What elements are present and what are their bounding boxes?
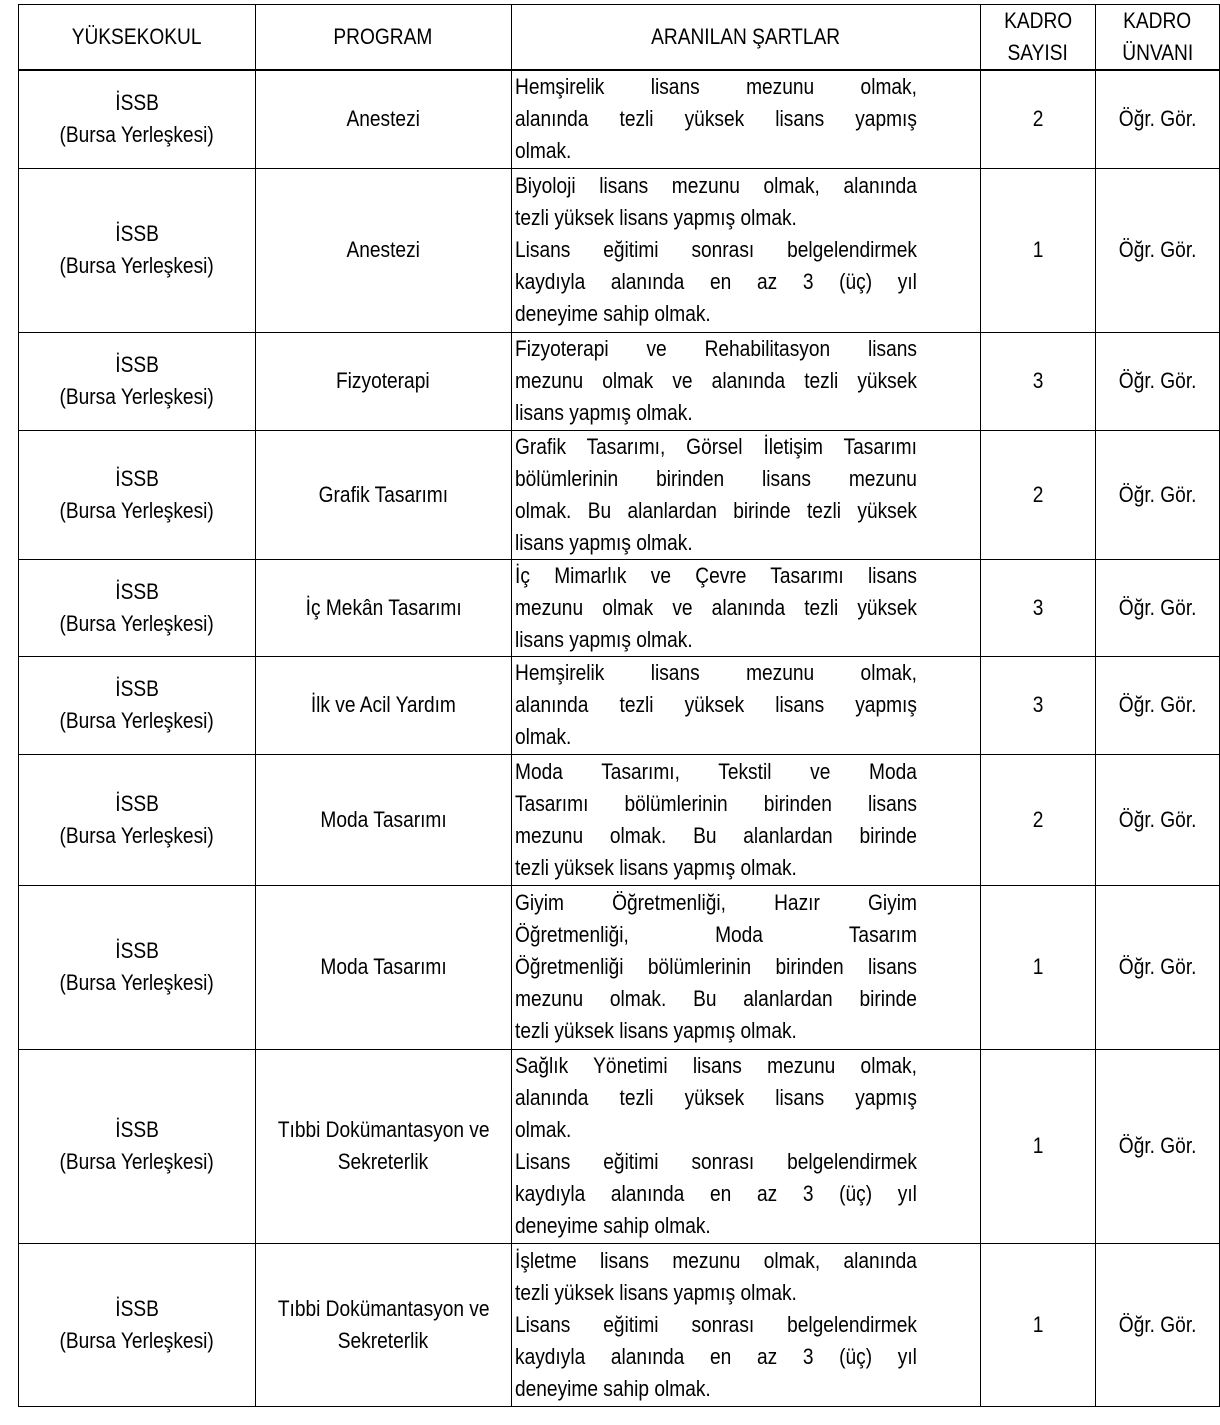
title-cell [1096, 168, 1220, 332]
position-title: Öğr. Gör. [1118, 481, 1197, 507]
requirements-cell [511, 1049, 980, 1243]
program-line: Moda Tasarımı [320, 806, 447, 832]
count-cell [980, 885, 1095, 1049]
requirements-cell [511, 559, 980, 656]
requirement-line: olmak. [514, 138, 572, 164]
table-row [19, 332, 1220, 430]
requirement-line: deneyime sahip olmak. [514, 1213, 711, 1238]
header-requirements [511, 5, 980, 71]
requirement-line: alanında tezli yüksek lisans yapmış [514, 106, 917, 132]
requirements-text [515, 1050, 917, 1242]
school-line: İSSB [114, 1117, 159, 1142]
school-line: (Bursa Yerleşkesi) [59, 1149, 214, 1174]
program-line: Sekreterlik [337, 1149, 429, 1174]
count-cell [980, 70, 1095, 168]
requirement-line: Lisans eğitimi sonrası belgelendirmek [514, 1311, 917, 1337]
requirements-text [515, 71, 917, 167]
school-line: İSSB [114, 1295, 159, 1321]
program-line: Tıbbi Dokümantasyon ve [277, 1295, 490, 1321]
requirement-line: mezunu olmak ve alanında tezli yüksek [514, 594, 917, 620]
position-title: Öğr. Gör. [1118, 954, 1197, 979]
requirement-line: Grafik Tasarımı, Görsel İletişim Tasarımı [514, 433, 917, 459]
school-line: (Bursa Yerleşkesi) [59, 822, 214, 848]
requirement-line: lisans yapmış olmak. [514, 400, 693, 425]
position-title: Öğr. Gör. [1118, 692, 1197, 717]
requirement-line: Biyoloji lisans mezunu olmak, alanında [514, 173, 917, 198]
table-row [19, 559, 1220, 656]
count-cell [980, 430, 1095, 559]
requirement-line: Sağlık Yönetimi lisans mezunu olmak, [514, 1053, 917, 1078]
requirements-text [515, 431, 917, 559]
school-line: İSSB [114, 676, 159, 701]
title-cell [1096, 332, 1220, 430]
title-cell [1096, 430, 1220, 559]
position-count: 1 [1032, 1311, 1044, 1337]
position-count: 2 [1032, 481, 1044, 507]
title-cell [1096, 885, 1220, 1049]
requirement-line: Hemşirelik lisans mezunu olmak, [514, 74, 917, 100]
requirement-line: İç Mimarlık ve Çevre Tasarımı lisans [514, 562, 917, 588]
program-cell [255, 332, 511, 430]
title-cell [1096, 559, 1220, 656]
position-count: 1 [1032, 237, 1044, 262]
table-row [19, 885, 1220, 1049]
title-cell [1096, 1049, 1220, 1243]
requirements-text [515, 887, 917, 1047]
requirement-line: kaydıyla alanında en az 3 (üç) yıl [514, 269, 917, 294]
requirement-line: tezli yüksek lisans yapmış olmak. [514, 1018, 797, 1043]
requirement-line: tezli yüksek lisans yapmış olmak. [514, 854, 797, 880]
requirements-cell [511, 332, 980, 430]
school-line: İSSB [114, 578, 159, 604]
requirement-line: olmak. [514, 1117, 572, 1142]
header-count-line: KADRO [1003, 8, 1073, 33]
requirement-line: Öğretmenliği bölümlerinin birinden lisans [514, 954, 917, 979]
header-title [1096, 5, 1220, 71]
school-line: İSSB [114, 938, 159, 963]
program-line: İç Mekân Tasarımı [305, 594, 462, 620]
header-count [980, 5, 1095, 71]
position-title: Öğr. Gör. [1118, 594, 1197, 620]
requirements-cell [511, 168, 980, 332]
header-school [19, 5, 256, 71]
count-cell [980, 332, 1095, 430]
table-row [19, 430, 1220, 559]
program-line: Tıbbi Dokümantasyon ve [277, 1117, 490, 1142]
school-line: İSSB [114, 90, 159, 116]
school-line: İSSB [114, 221, 159, 246]
table-row [19, 656, 1220, 754]
position-count: 1 [1032, 1133, 1044, 1158]
school-line: İSSB [114, 352, 159, 377]
requirement-line: lisans yapmış olmak. [514, 529, 693, 555]
requirement-line: Hemşirelik lisans mezunu olmak, [514, 660, 917, 685]
program-line: Fizyoterapi [336, 368, 431, 393]
school-line: İSSB [114, 790, 159, 816]
requirement-line: olmak. Bu alanlardan birinde tezli yüksek [514, 497, 917, 523]
school-line: (Bursa Yerleşkesi) [59, 122, 214, 148]
requirements-cell [511, 70, 980, 168]
header-row [19, 5, 1220, 71]
table-row [19, 1243, 1220, 1406]
count-cell [980, 168, 1095, 332]
requirements-cell [511, 656, 980, 754]
header-requirements-label: ARANILAN ŞARTLAR [651, 24, 841, 49]
requirement-line: mezunu olmak. Bu alanlardan birinde [514, 822, 917, 848]
count-cell [980, 559, 1095, 656]
requirements-cell [511, 885, 980, 1049]
title-cell [1096, 754, 1220, 885]
requirement-line: Tasarımı bölümlerinin birinden lisans [514, 790, 917, 816]
requirement-line: Öğretmenliği, Moda Tasarım [514, 922, 917, 947]
school-line: (Bursa Yerleşkesi) [59, 970, 214, 995]
program-cell [255, 430, 511, 559]
requirement-line: olmak. [514, 724, 572, 749]
requirement-line: İşletme lisans mezunu olmak, alanında [514, 1247, 917, 1273]
position-count: 3 [1032, 594, 1044, 620]
school-cell [19, 70, 256, 168]
requirement-line: Giyim Öğretmenliği, Hazır Giyim [514, 890, 917, 915]
requirements-text [515, 657, 917, 753]
header-count-line: SAYISI [1007, 40, 1069, 65]
title-cell [1096, 1243, 1220, 1406]
school-line: (Bursa Yerleşkesi) [59, 253, 214, 278]
position-count: 2 [1032, 806, 1044, 832]
position-title: Öğr. Gör. [1118, 1311, 1197, 1337]
school-line: İSSB [114, 465, 159, 491]
requirements-text [515, 1245, 917, 1405]
position-count: 3 [1032, 368, 1044, 393]
program-cell [255, 168, 511, 332]
table-row [19, 70, 1220, 168]
requirement-line: tezli yüksek lisans yapmış olmak. [514, 1279, 797, 1305]
requirement-line: bölümlerinin birinden lisans mezunu [514, 465, 917, 491]
school-line: (Bursa Yerleşkesi) [59, 497, 214, 523]
requirements-text [515, 560, 917, 656]
requirements-cell [511, 430, 980, 559]
school-line: (Bursa Yerleşkesi) [59, 610, 214, 636]
requirements-cell [511, 1243, 980, 1406]
requirement-line: tezli yüksek lisans yapmış olmak. [514, 205, 797, 230]
program-line: Sekreterlik [337, 1327, 429, 1353]
program-cell [255, 559, 511, 656]
program-line: İlk ve Acil Yardım [310, 692, 456, 717]
requirement-line: alanında tezli yüksek lisans yapmış [514, 1085, 917, 1110]
school-cell [19, 1243, 256, 1406]
school-cell [19, 332, 256, 430]
school-line: (Bursa Yerleşkesi) [59, 384, 214, 409]
header-school-label: YÜKSEKOKUL [71, 24, 202, 49]
position-count: 1 [1032, 954, 1044, 979]
table-row [19, 168, 1220, 332]
position-title: Öğr. Gör. [1118, 237, 1197, 262]
program-line: Anestezi [346, 237, 420, 262]
school-cell [19, 885, 256, 1049]
position-count: 2 [1032, 106, 1044, 132]
school-cell [19, 430, 256, 559]
requirement-line: Lisans eğitimi sonrası belgelendirmek [514, 1149, 917, 1174]
program-cell [255, 656, 511, 754]
requirement-line: Fizyoterapi ve Rehabilitasyon lisans [514, 336, 917, 361]
requirement-line: alanında tezli yüksek lisans yapmış [514, 692, 917, 717]
header-program [255, 5, 511, 71]
count-cell [980, 656, 1095, 754]
program-cell [255, 1243, 511, 1406]
school-cell [19, 1049, 256, 1243]
program-line: Moda Tasarımı [320, 954, 447, 979]
header-title-line: KADRO [1123, 8, 1192, 33]
position-title: Öğr. Gör. [1118, 368, 1197, 393]
program-cell [255, 754, 511, 885]
requirements-text [515, 333, 917, 429]
school-cell [19, 754, 256, 885]
program-cell [255, 70, 511, 168]
count-cell [980, 754, 1095, 885]
count-cell [980, 1243, 1095, 1406]
requirement-line: Lisans eğitimi sonrası belgelendirmek [514, 237, 917, 262]
position-title: Öğr. Gör. [1118, 106, 1197, 132]
school-cell [19, 168, 256, 332]
requirement-line: deneyime sahip olmak. [514, 1375, 711, 1401]
requirements-text [515, 756, 917, 884]
count-cell [980, 1049, 1095, 1243]
program-line: Anestezi [346, 106, 420, 132]
position-title: Öğr. Gör. [1118, 1133, 1197, 1158]
requirement-line: mezunu olmak ve alanında tezli yüksek [514, 368, 917, 393]
requirements-text [515, 170, 917, 330]
requirements-cell [511, 754, 980, 885]
program-line: Grafik Tasarımı [318, 481, 448, 507]
table-row [19, 754, 1220, 885]
requirement-line: lisans yapmış olmak. [514, 626, 693, 652]
program-cell [255, 885, 511, 1049]
school-line: (Bursa Yerleşkesi) [59, 1327, 214, 1353]
requirement-line: kaydıyla alanında en az 3 (üç) yıl [514, 1181, 917, 1206]
position-count: 3 [1032, 692, 1044, 717]
staff-positions-table [18, 4, 1220, 1407]
title-cell [1096, 656, 1220, 754]
requirement-line: Moda Tasarımı, Tekstil ve Moda [514, 758, 917, 784]
header-program-label: PROGRAM [333, 24, 433, 49]
requirement-line: kaydıyla alanında en az 3 (üç) yıl [514, 1343, 917, 1369]
requirement-line: mezunu olmak. Bu alanlardan birinde [514, 986, 917, 1011]
header-title-line: ÜNVANI [1122, 40, 1193, 65]
school-cell [19, 656, 256, 754]
program-cell [255, 1049, 511, 1243]
title-cell [1096, 70, 1220, 168]
position-title: Öğr. Gör. [1118, 806, 1197, 832]
school-cell [19, 559, 256, 656]
table-row [19, 1049, 1220, 1243]
requirement-line: deneyime sahip olmak. [514, 301, 711, 326]
school-line: (Bursa Yerleşkesi) [59, 708, 214, 733]
